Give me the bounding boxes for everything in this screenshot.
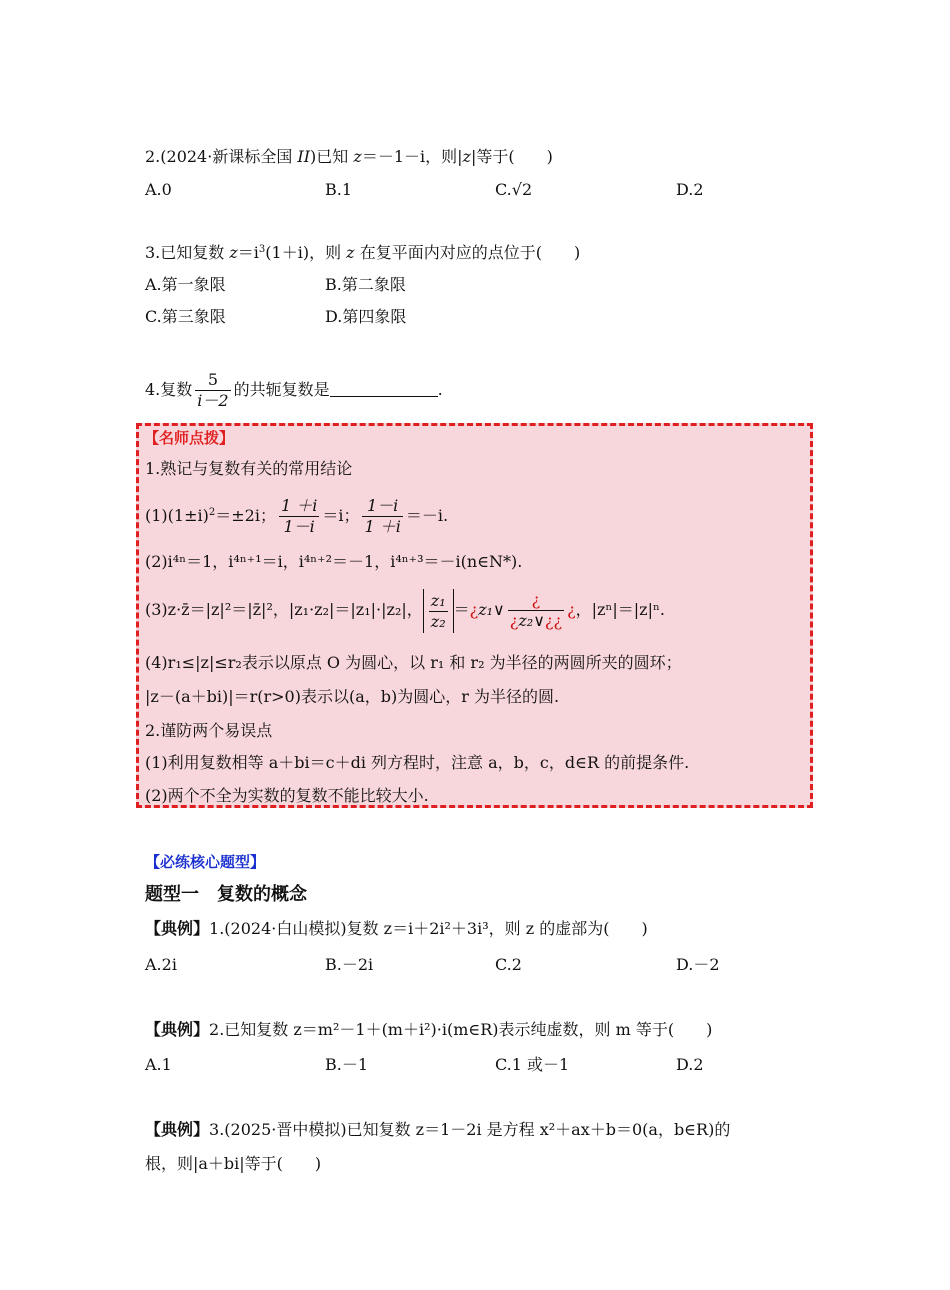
ex2-option-c[interactable]: C.1 或－1 xyxy=(495,1055,570,1074)
example-3-stem: 【典例】3.(2025·晋中模拟)已知复数 z＝1－2i 是方程 x²＋ax＋b＝0(a，b∈R)的 xyxy=(145,1120,731,1139)
tip-line-7: (2)两个不全为实数的复数不能比较大小. xyxy=(145,786,429,805)
ex2-option-b[interactable]: B.－1 xyxy=(325,1055,369,1074)
tip-line-3: (3)z·z̄＝|z|²＝|z̄|²，|z₁·z₂|＝|z₁|·|z₂|， $\frac{\text{z₁}}{\text{z₂}}$ ＝¿z₁∨ $\frac{¿}{\text{¿z₂∨¿¿}}$ ¿，|zⁿ|＝|z|ⁿ. xyxy=(145,590,665,631)
answer-blank[interactable] xyxy=(330,380,438,397)
ex1-option-d[interactable]: D.－2 xyxy=(676,955,720,974)
ex1-option-b[interactable]: B.－2i xyxy=(325,955,374,974)
tip-line-2: (2)i⁴ⁿ＝1，i⁴ⁿ⁺¹＝i，i⁴ⁿ⁺²＝－1，i⁴ⁿ⁺³＝－i(n∈N*). xyxy=(145,552,523,571)
example-1-stem: 【典例】1.(2024·白山模拟)复数 z＝i＋2i²＋3i³，则 z 的虚部为( ) xyxy=(145,919,648,938)
tip-line-1: $(1)(1\pm i)^2=\pm 2i$； $\frac{1 +i}{1-i}$ ＝i； $\frac{1-i}{1 +i}$ ＝－i. xyxy=(145,496,449,536)
section-tag: 【必练核心题型】 xyxy=(145,853,266,871)
tip-tag: 【名师点拨】 xyxy=(144,429,235,447)
tip-line-4: (4)r₁≤|z|≤r₂表示以原点 O 为圆心，以 r₁ 和 r₂ 为半径的两圆所夹的圆环； xyxy=(145,653,682,672)
section-heading: 题型一 复数的概念 xyxy=(145,884,307,905)
q2-option-b[interactable]: B.1 xyxy=(325,180,353,199)
q3-option-d[interactable]: D.第四象限 xyxy=(325,307,407,326)
q2-option-a[interactable]: A.0 xyxy=(145,180,172,199)
q2-option-d[interactable]: D.2 xyxy=(676,180,704,199)
example-3-stem-cont: 根，则|a＋bi|等于( ) xyxy=(145,1154,322,1173)
tip-line-6: (1)利用复数相等 a＋bi＝c＋di 列方程时，注意 a，b，c，d∈R 的前提条件. xyxy=(145,753,690,772)
question-4-stem: 4.复数 $\frac{5}{i-2}$ 的共轭复数是 . xyxy=(145,370,443,410)
tip-heading-2: 2.谨防两个易误点 xyxy=(145,721,273,740)
ex2-option-a[interactable]: A.1 xyxy=(145,1055,172,1074)
question-2-stem: 2.(2024·新课标全国 II)已知 z＝－1－i，则|z|等于( ) xyxy=(145,147,553,166)
q4-fraction: $\frac{5}{i-2}$ xyxy=(197,370,229,410)
question-3-stem: 3.已知复数 $z=i^3(1+i)$，则 z 在复平面内对应的点位于( ) xyxy=(145,243,581,262)
q3-option-a[interactable]: A.第一象限 xyxy=(145,275,226,294)
ex1-option-c[interactable]: C.2 xyxy=(495,955,522,974)
ex2-option-d[interactable]: D.2 xyxy=(676,1055,704,1074)
tip-heading-1: 1.熟记与复数有关的常用结论 xyxy=(145,459,353,478)
example-2-stem: 【典例】2.已知复数 z＝m²－1＋(m＋i²)·i(m∈R)表示纯虚数，则 m 等于( ) xyxy=(145,1020,713,1039)
tip-line-5: |z－(a＋bi)|＝r(r>0)表示以(a，b)为圆心，r 为半径的圆. xyxy=(145,687,560,706)
q3-option-c[interactable]: C.第三象限 xyxy=(145,307,226,326)
ex1-option-a[interactable]: A.2i xyxy=(145,955,177,974)
q3-option-b[interactable]: B.第二象限 xyxy=(325,275,406,294)
q2-option-c[interactable]: C.√2 xyxy=(495,180,533,199)
